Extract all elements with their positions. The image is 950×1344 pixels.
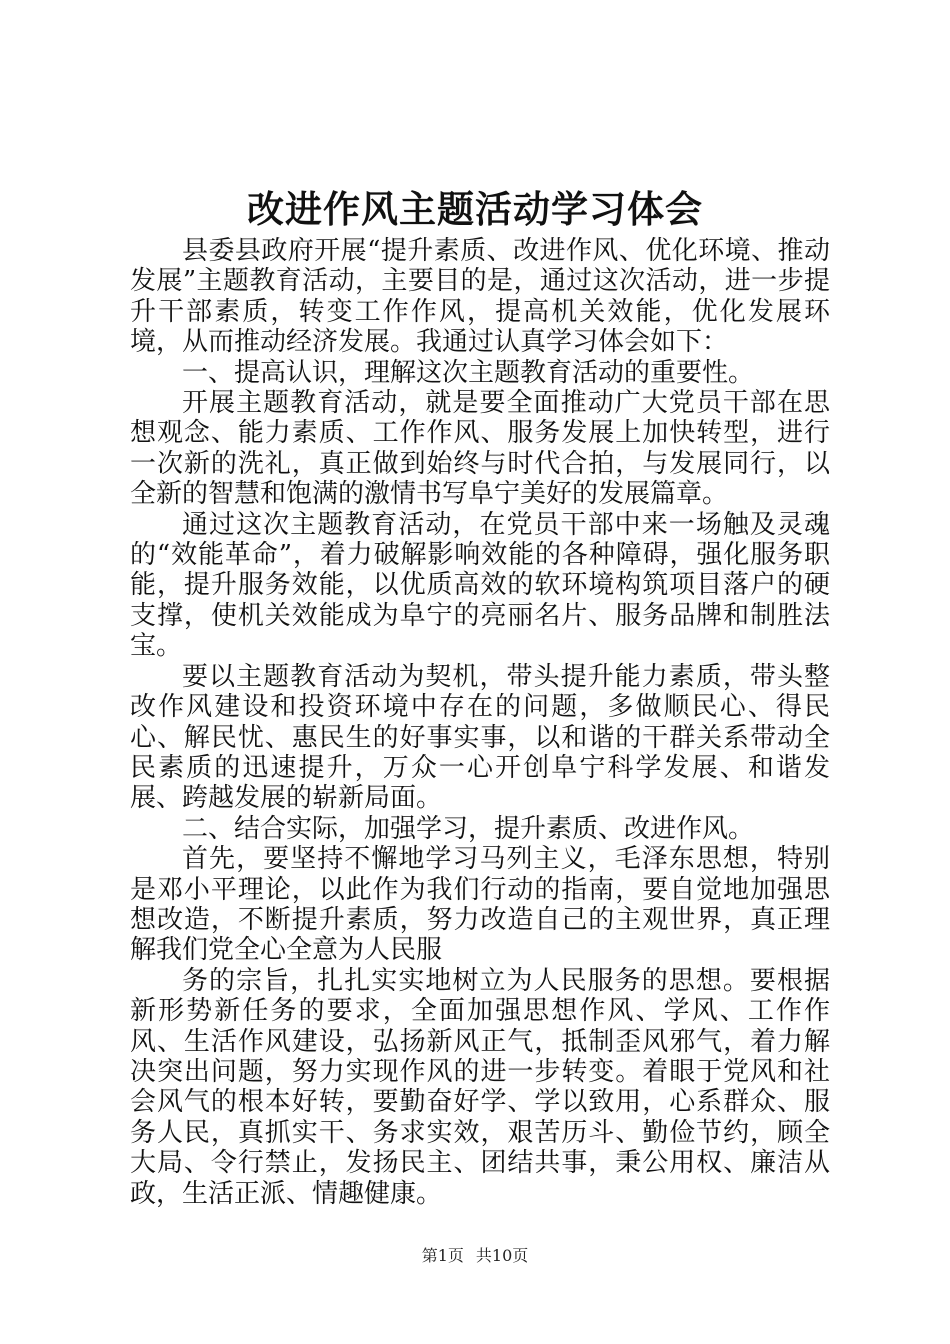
paragraph: 通过这次主题教育活动，在党员干部中来一场触及灵魂的“效能革命”，着力破解影响效能的各种障碍，强化服务职能，提升服务效能，以优质高效的软环境构筑项目落户的硬支撑，使机关效能成为阜宁的亮丽名片、服务品牌和制胜法宝。: [130, 509, 830, 662]
paragraph: 要以主题教育活动为契机，带头提升能力素质，带头整改作风建设和投资环境中存在的问题，多做顺民心、得民心、解民忧、惠民生的好事实事，以和谐的干群关系带动全民素质的迅速提升，万众一心开创阜宁科学发展、和谐发展、跨越发展的崭新局面。: [130, 661, 830, 814]
paragraph: 首先，要坚持不懈地学习马列主义，毛泽东思想，特别是邓小平理论，以此作为我们行动的指南，要自觉地加强思想改造，不断提升素质，努力改造自己的主观世界，真正理解我们党全心全意为人民服: [130, 844, 830, 966]
document-body: [130, 236, 830, 1209]
section-heading: 一、提高认识，理解这次主题教育活动的重要性。: [182, 357, 755, 388]
section-heading: 二、结合实际，加强学习，提升素质、改进作风。: [182, 813, 755, 844]
page-number: 第1页: [421, 1246, 464, 1265]
page-total: 共10页: [475, 1246, 529, 1265]
document-title: 改进作风主题活动学习体会: [247, 187, 703, 231]
page-footer: [0, 1245, 950, 1267]
paragraph: 县委县政府开展“提升素质、改进作风、优化环境、推动发展”主题教育活动，主要目的是，通过这次活动，进一步提升干部素质，转变工作作风，提高机关效能，优化发展环境，从而推动经济发展。我通过认真学习体会如下：: [130, 236, 830, 358]
paragraph: 开展主题教育活动，就是要全面推动广大党员干部在思想观念、能力素质、工作作风、服务发展上加快转型，进行一次新的洗礼，真正做到始终与时代合拍，与发展同行，以全新的智慧和饱满的激情书写阜宁美好的发展篇章。: [130, 388, 830, 510]
paragraph: 务的宗旨，扎扎实实地树立为人民服务的思想。要根据新形势新任务的要求，全面加强思想作风、学风、工作作风、生活作风建设，弘扬新风正气，抵制歪风邪气，着力解决突出问题，努力实现作风的进一步转变。着眼于党风和社会风气的根本好转，要勤奋好学、学以致用，心系群众、服务人民，真抓实干、务求实效，艰苦历斗、勤俭节约，顾全大局、令行禁止，发扬民主、团结共事，秉公用权、廉洁从政，生活正派、情趣健康。: [130, 965, 830, 1209]
